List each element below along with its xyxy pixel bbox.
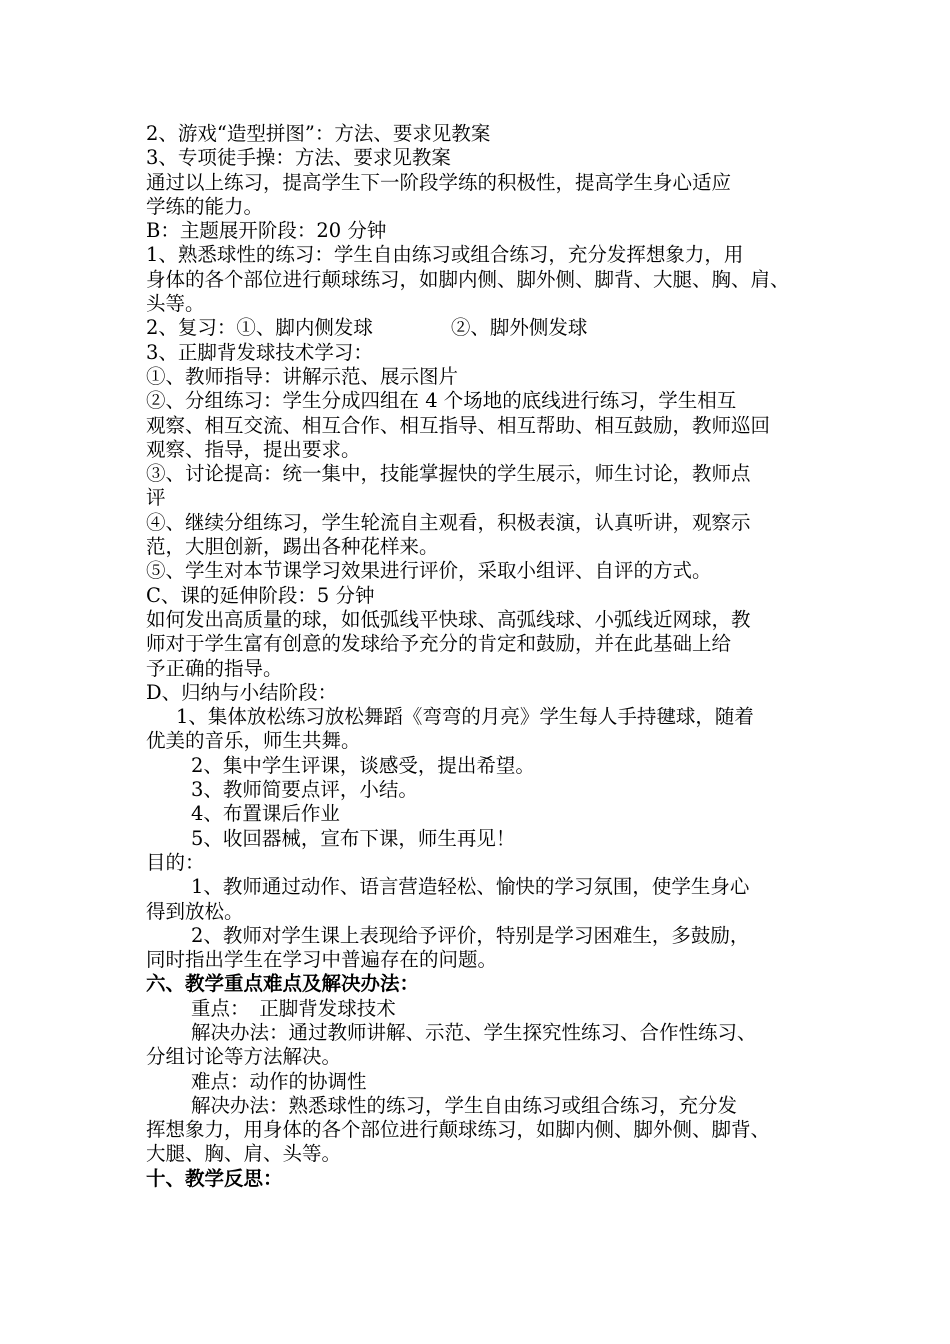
text-line: 挥想象力，用身体的各个部位进行颠球练习，如脚内侧、脚外侧、脚背、 [146,1118,771,1142]
text-line: 4、布置课后作业 [191,802,340,826]
document-page [146,122,824,1191]
text-line: 2、教师对学生课上表现给予评价，特别是学习困难生，多鼓励， [191,923,750,947]
text-line: 师对于学生富有创意的发球给予充分的肯定和鼓励，并在此基础上给 [146,632,732,656]
text-line: 评 [146,486,166,510]
text-line: 1、熟悉球性的练习：学生自由练习或组合练习，充分发挥想象力，用 [146,243,744,267]
text-line: ⑤、学生对本节课学习效果进行评价，采取小组评、自评的方式。 [146,559,712,583]
section-heading: 六、教学重点难点及解决办法： [146,972,420,996]
text-line: 3、教师简要点评，小结。 [191,778,418,802]
text-line: 1、集体放松练习放松舞蹈《弯弯的月亮》学生每人手持毽球，随着 [176,705,754,729]
text-line: 解决办法：熟悉球性的练习，学生自由练习或组合练习，充分发 [191,1093,738,1117]
text-line: 观察、相互交流、相互合作、相互指导、相互帮助、相互鼓励，教师巡回 [146,413,771,437]
text-line: 分组讨论等方法解决。 [146,1045,342,1069]
text-line: 解决办法：通过教师讲解、示范、学生探究性练习、合作性练习、 [191,1020,757,1044]
text-line: D、归纳与小结阶段： [146,680,338,704]
text-line: 2、集中学生评课，谈感受，提出希望。 [191,753,535,777]
text-line: ④、继续分组练习，学生轮流自主观看，积极表演，认真听讲，观察示 [146,510,751,534]
text-line: 头等。 [146,292,205,316]
text-line: 2、复习：①、脚内侧发球 ②、脚外侧发球 [146,316,588,340]
text-line: B：主题展开阶段：20 分钟 [146,219,387,243]
text-line: C、课的延伸阶段：5 分钟 [146,583,375,607]
text-line: ②、分组练习：学生分成四组在 4 个场地的底线进行练习，学生相互 [146,389,737,413]
section-heading: 十、教学反思： [146,1166,283,1190]
text-line: 身体的各个部位进行颠球练习，如脚内侧、脚外侧、脚背、大腿、胸、肩、 [146,267,790,291]
text-line: 重点： 正脚背发球技术 [191,996,396,1020]
text-line: 优美的音乐，师生共舞。 [146,729,361,753]
text-line: 学练的能力。 [146,194,264,218]
text-line: 通过以上练习，提高学生下一阶段学练的积极性，提高学生身心适应 [146,170,732,194]
text-line: 目的： [146,850,205,874]
text-line: ①、教师指导：讲解示范、展示图片 [146,364,459,388]
text-line: 得到放松。 [146,899,244,923]
text-line: 同时指出学生在学习中普遍存在的问题。 [146,948,498,972]
text-line: 5、收回器械，宣布下课，师生再见！ [191,826,516,850]
text-line: 范，大胆创新，踢出各种花样来。 [146,535,439,559]
text-line: 予正确的指导。 [146,656,283,680]
text-line: 难点：动作的协调性 [191,1069,367,1093]
text-line: 3、正脚背发球技术学习： [146,340,373,364]
text-line: 1、教师通过动作、语言营造轻松、愉快的学习氛围，使学生身心 [191,875,750,899]
text-line: 观察、指导，提出要求。 [146,437,361,461]
text-line: 3、专项徒手操：方法、要求见教案 [146,146,451,170]
text-line: 如何发出高质量的球，如低弧线平快球、高弧线球、小弧线近网球，教 [146,607,751,631]
text-line: 2、游戏“造型拼图”：方法、要求见教案 [146,122,491,145]
text-line: ③、讨论提高：统一集中，技能掌握快的学生展示，师生讨论，教师点 [146,462,751,486]
text-line: 大腿、胸、肩、头等。 [146,1142,342,1166]
